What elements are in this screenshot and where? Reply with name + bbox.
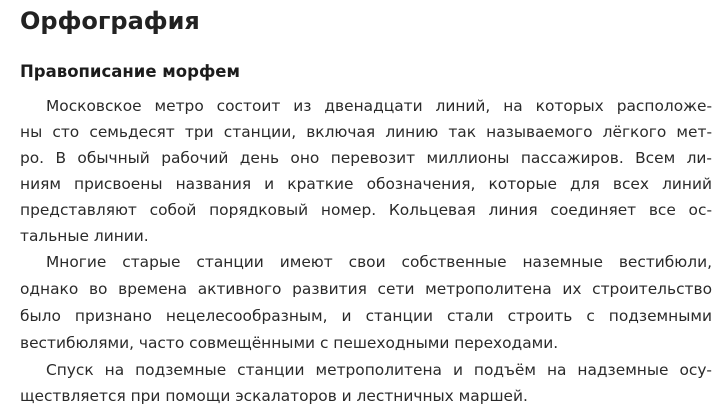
section-title: Орфография bbox=[20, 7, 200, 35]
text-line: тальные линии. bbox=[20, 227, 149, 245]
text-line: ниям присвоены названия и краткие обозначения, которые для всех линий bbox=[20, 175, 712, 193]
text-line: Московское метро состоит из двенадцати линий, на которых расположе- bbox=[46, 97, 712, 115]
text-line: было признано нецелесообразным, и станции стали строить с подземными bbox=[20, 307, 712, 325]
text-line: вестибюлями, часто совмещёнными с пешеходными переходами. bbox=[20, 334, 559, 352]
text-line: ществляется при помощи эскалаторов и лестничных маршей. bbox=[20, 387, 528, 405]
text-line: однако во времена активного развития сети метрополитена их строительство bbox=[20, 280, 712, 298]
text-line: Спуск на подземные станции метрополитена и подъём на надземные осу- bbox=[46, 361, 712, 379]
text-line: Многие старые станции имеют свои собственные наземные вестибюли, bbox=[46, 253, 712, 271]
text-line: представляют собой порядковый номер. Кольцевая линия соединяет все ос- bbox=[20, 201, 712, 219]
text-line: ны сто семьдесят три станции, включая линию так называемого лёгкого мет- bbox=[20, 123, 712, 141]
text-line: ро. В обычный рабочий день оно перевозит миллионы пассажиров. Всем ли- bbox=[20, 149, 712, 167]
subsection-title: Правописание морфем bbox=[20, 62, 240, 81]
